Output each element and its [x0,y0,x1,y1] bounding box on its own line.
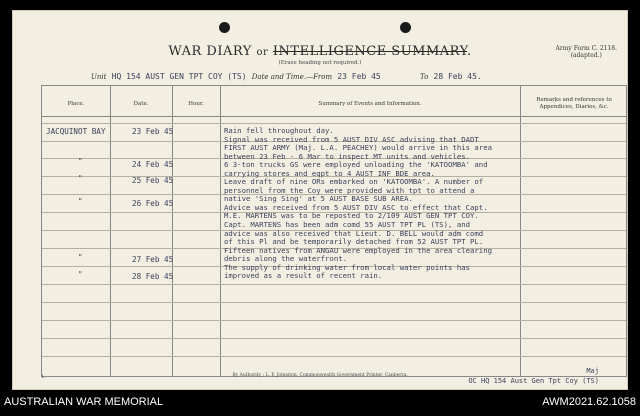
summary-line: Rain fell throughout day. [224,127,334,135]
army-form-number: Army Form C. 2118. [555,45,617,52]
summary-line: The supply of drinking water from local water points has [224,263,471,272]
row-rule [42,123,626,124]
unit-label: Unit [91,73,107,81]
date-to: 28 Feb 45. [433,72,482,81]
entry-date: 27 Feb 45 [132,255,174,264]
summary-line: personnel from the Coy were provided with tpt to attend a [224,186,475,195]
entry-date: 26 Feb 45 [132,199,174,208]
unit-line [91,72,485,81]
accession-number: AWM2021.62.1058 [542,396,636,408]
column-divider [110,86,111,376]
summary-line: 6 3-ton trucks GS were employed unloading the 'KATOOMBA' and [224,161,488,170]
title-struck: INTELLIGENCE SUMMARY [272,44,467,59]
summary-line: Leave draft of nine ORs embarked on 'KATOOMBA'. A number of [224,178,484,187]
archive-caption: AUSTRALIAN WAR MEMORIAL [4,396,164,408]
summary-line: between 23 Feb - 6 Mar to inspect MT units and vehicles. [224,152,471,161]
entry-place: " [78,197,83,206]
summary-line: FIRST AUST ARMY (Maj. L.A. PEACHEY) would arrive in this area [224,144,492,153]
remarks-header-line: Appendices, Diaries, &c. [539,104,609,110]
column-divider [520,86,521,376]
row-rule [42,338,626,339]
date-label: Date and Time.—From [251,73,333,81]
column-header-summary: Summary of Events and Information. [318,101,422,107]
army-form-adapted: (adapted.) [570,52,602,59]
column-header-remarks [520,97,628,111]
title-war-diary: WAR DIARY [168,44,252,59]
signature-unit: OC HQ 154 Aust Gen Tpt Coy (TS) [468,377,599,385]
erase-note: (Erase heading not required.) [278,60,362,66]
column-header-hour: Hour. [188,101,204,107]
row-rule [42,302,626,303]
army-form-label [556,45,617,59]
entry-place: " [78,174,83,183]
row-rule [42,284,626,285]
summary-text [224,127,520,281]
entry-date: 24 Feb 45 [132,160,174,169]
summary-line: Capt. MARTENS has been adm comd 55 AUST TPT PL (TS), and [224,221,471,230]
to-label: To [419,73,429,81]
row-rule [42,320,626,321]
signature-rank: Maj [586,367,599,375]
page-title: WAR DIARY or INTELLIGENCE SUMMARY. [168,44,472,59]
entry-place: " [78,253,83,262]
date-from: 23 Feb 45 [337,72,381,81]
summary-line: native 'Sing Sing' at 5 AUST BASE SUB AREA. [224,195,413,204]
diary-table [41,85,627,377]
summary-line: Signal was received from 5 AUST DIV ASC advising that DADT [224,135,479,144]
entry-place: JACQUINOT BAY [46,127,106,136]
summary-line: Fifteen natives from ANGAU were employed in the area clearing [224,246,492,255]
summary-line: carrying stores and eqpt to 4 AUST INF BDE area. [224,169,435,178]
column-divider [220,86,221,376]
summary-line: M.E. MARTENS was to be reposted to 2/109 AUST GEN TPT COY. [224,212,479,221]
diary-page [12,10,628,390]
summary-line: of this Pl and be temporarily detached from 52 AUST TPT PL. [224,238,484,247]
row-rule [42,356,626,357]
remarks-header-line: Remarks and references to [536,97,612,103]
entry-date: 25 Feb 45 [132,176,174,185]
entry-date: 23 Feb 45 [132,127,174,136]
printer-credit: By Authority : L. F. Johnston, Commonwealth Government Printer, Canberra. [232,373,408,378]
summary-line: advice was also received that Lieut. D. BELL would adm comd [224,229,484,238]
summary-line: debris along the waterfront. [224,255,348,264]
entry-place: " [78,157,83,166]
page-number: 1. [41,374,46,380]
header-rule [42,116,626,117]
entry-place: " [78,270,83,279]
punch-hole [400,22,411,33]
column-header-date: Date. [133,101,149,107]
punch-hole [219,22,230,33]
entry-date: 28 Feb 45 [132,272,174,281]
summary-line: Advice was received from 5 AUST DIV ASC to effect that Capt. [224,203,488,212]
summary-line: improved as a result of recent rain. [224,272,383,281]
title-or: or [256,47,269,58]
column-header-place: Place. [67,101,85,107]
unit-value: HQ 154 AUST GEN TPT COY (TS) [111,72,247,81]
